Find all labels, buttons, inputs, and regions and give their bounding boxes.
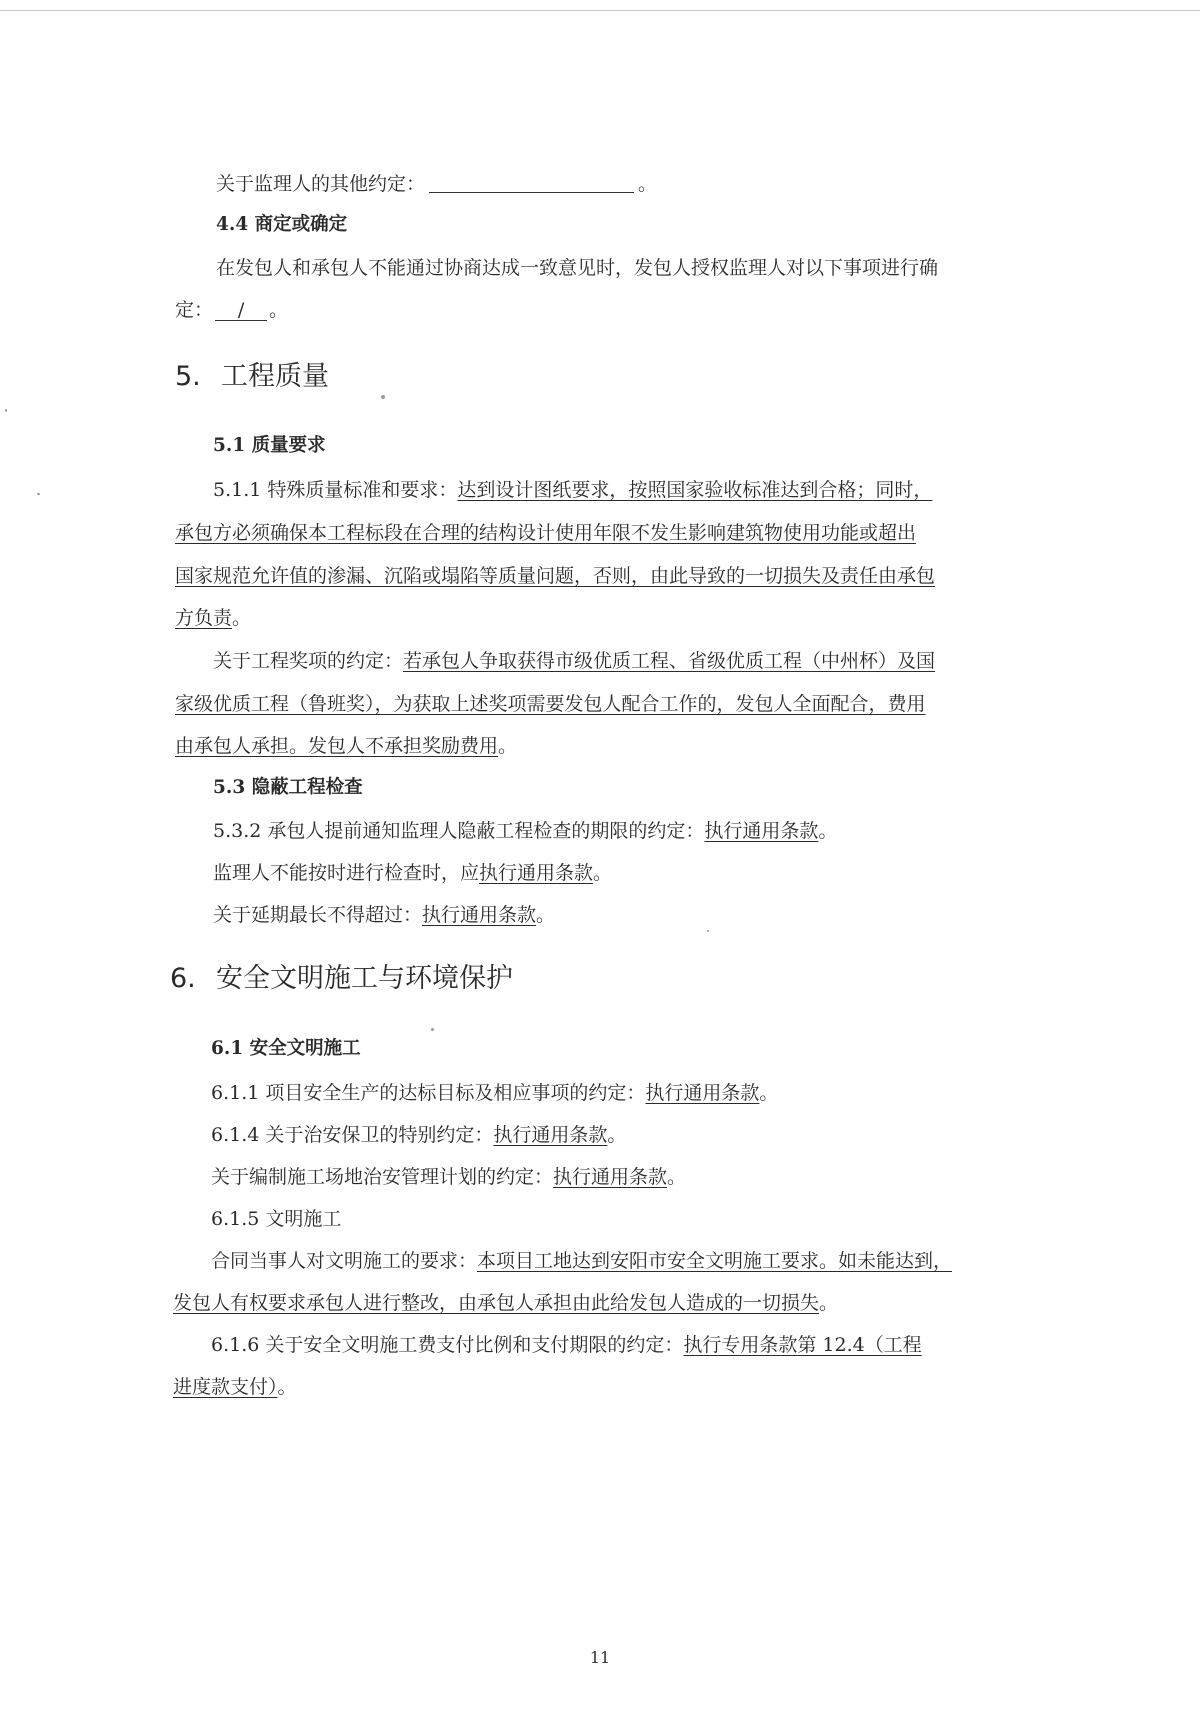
paragraph-5-1-1-line2: 承包方必须确保本工程标段在合理的结构设计使用年限不发生影响建筑物使用功能或超出 <box>175 522 917 544</box>
paragraph-award-line2: 家级优质工程（鲁班奖），为获取上述奖项需要发包人配合工作的，发包人全面配合，费用 <box>175 693 926 715</box>
paragraph-6-1-6-line1: 6.1.6 关于安全文明施工费支付比例和支付期限的约定：执行专用条款第 12.4（工程 <box>211 1334 922 1356</box>
paragraph-6-1-5-requirement-line2: 发包人有权要求承包人进行整改，由承包人承担由此给发包人造成的一切损失。 <box>173 1292 839 1314</box>
paragraph-6-1-5-requirement-line1: 合同当事人对文明施工的要求：本项目工地达到安阳市安全文明施工要求。如未能达到， <box>211 1250 953 1272</box>
paragraph-5-3-inspection: 监理人不能按时进行检查时，应执行通用条款。 <box>213 862 613 884</box>
scan-speck <box>431 1028 434 1031</box>
section-heading-6: 6. 安全文明施工与环境保护 <box>170 963 513 994</box>
paragraph-5-1-1-line3: 国家规范允许值的渗漏、沉陷或塌陷等质量问题，否则，由此导致的一切损失及责任由承包 <box>175 565 936 587</box>
subheading-5-3: 5.3 隐蔽工程检查 <box>213 777 363 798</box>
paragraph-4-4-line1: 在发包人和承包人不能通过协商达成一致意见时，发包人授权监理人对以下事项进行确 <box>216 257 939 279</box>
paragraph-6-1-4-plan: 关于编制施工场地治安管理计划的约定：执行通用条款。 <box>211 1166 687 1188</box>
blank-field <box>429 174 634 193</box>
paragraph-4-4-line2: 定： / 。 <box>175 299 289 321</box>
supervisor-other-label: 关于监理人的其他约定： <box>216 173 426 195</box>
scan-speck <box>5 409 7 412</box>
paragraph-award-line1: 关于工程奖项的约定：若承包人争取获得市级优质工程、省级优质工程（中州杯）及国 <box>213 650 936 672</box>
paragraph-5-1-1-line4: 方负责。 <box>175 607 252 629</box>
paragraph-5-3-extension: 关于延期最长不得超过：执行通用条款。 <box>213 904 556 926</box>
paragraph-supervisor-other: 关于监理人的其他约定： 。 <box>216 173 658 195</box>
scan-speck <box>37 493 40 495</box>
slash-value: / <box>215 300 267 321</box>
paragraph-6-1-5: 6.1.5 文明施工 <box>211 1208 342 1230</box>
scan-speck <box>707 930 709 932</box>
paragraph-5-1-1-line1: 5.1.1 特殊质量标准和要求：达到设计图纸要求，按照国家验收标准达到合格；同时， <box>213 479 933 501</box>
paragraph-6-1-4: 6.1.4 关于治安保卫的特别约定：执行通用条款。 <box>211 1124 627 1146</box>
subheading-6-1: 6.1 安全文明施工 <box>211 1038 361 1059</box>
scan-speck <box>381 395 385 399</box>
page-number: 11 <box>589 1648 611 1667</box>
paragraph-6-1-1: 6.1.1 项目安全生产的达标目标及相应事项的约定：执行通用条款。 <box>211 1082 779 1104</box>
section-heading-5: 5. 工程质量 <box>175 361 329 392</box>
paragraph-award-line3: 由承包人承担。发包人不承担奖励费用。 <box>175 735 518 757</box>
paragraph-6-1-6-line2: 进度款支付）。 <box>173 1376 297 1398</box>
subheading-5-1: 5.1 质量要求 <box>213 435 326 456</box>
paragraph-5-3-2: 5.3.2 承包人提前通知监理人隐蔽工程检查的期限的约定：执行通用条款。 <box>213 820 838 842</box>
subheading-4-4: 4.4 商定或确定 <box>216 214 348 235</box>
